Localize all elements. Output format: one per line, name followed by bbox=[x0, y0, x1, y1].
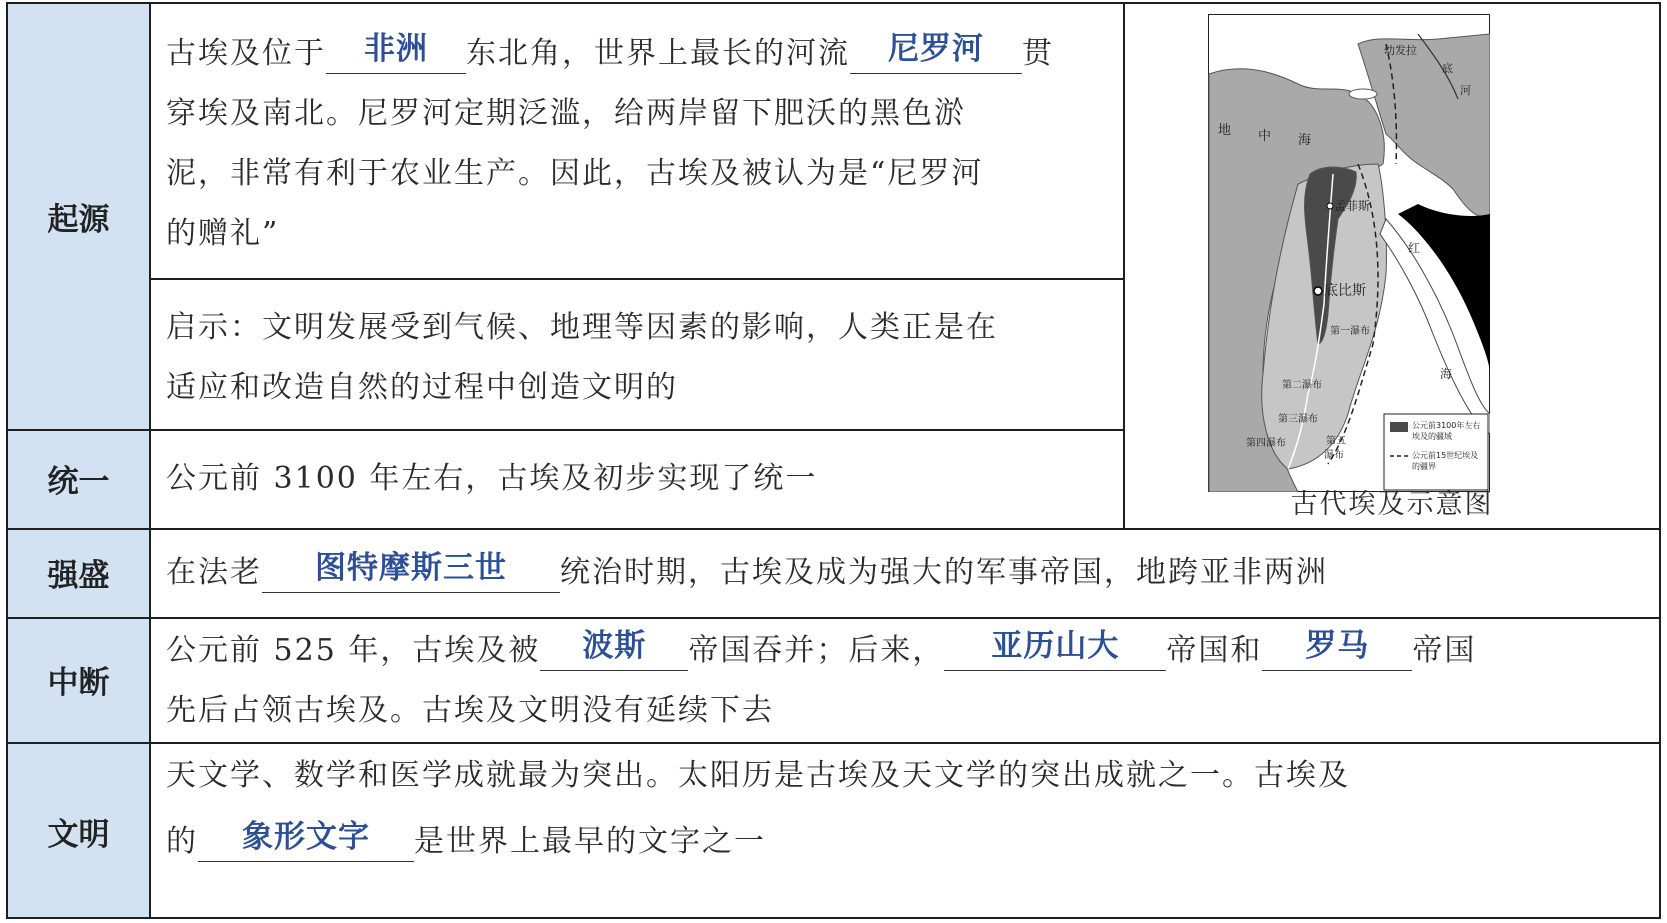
text-segment: 公元前 525 年，古埃及被 bbox=[166, 633, 541, 668]
label-euphrates-2: 底 bbox=[1442, 62, 1453, 75]
label-cataract-4: 第四瀑布 bbox=[1246, 438, 1286, 449]
civilization-text bbox=[166, 746, 1656, 872]
origin-line-3: 泥，非常有利于农业生产。因此，古埃及被认为是“尼罗河 bbox=[166, 156, 984, 191]
label-cataract-3: 第三瀑布 bbox=[1278, 414, 1318, 425]
answer-text: 尼罗河 bbox=[888, 31, 984, 67]
text-segment: 古埃及位于 bbox=[166, 36, 326, 71]
label-cataract-5b: 瀑布 bbox=[1324, 450, 1344, 461]
knowledge-table bbox=[6, 2, 1661, 919]
divider bbox=[8, 742, 1659, 744]
text-segment: 东北角，世界上最长的河流 bbox=[466, 36, 850, 71]
label-di: 地 bbox=[1218, 123, 1232, 138]
divider bbox=[8, 429, 1125, 431]
unify-text: 公元前 3100 年左右，古埃及初步实现了统一 bbox=[166, 461, 818, 496]
origin-line-4: 的赠礼” bbox=[166, 216, 280, 251]
divider bbox=[8, 528, 1659, 530]
civilization-line-1: 天文学、数学和医学成就最为突出。太阳历是古埃及天文学的突出成就之一。古埃及 bbox=[166, 758, 1350, 793]
label-zhong: 中 bbox=[1258, 129, 1272, 144]
label-euphrates-3: 河 bbox=[1460, 84, 1471, 97]
answer-blank bbox=[540, 623, 688, 671]
divider bbox=[151, 278, 1125, 280]
text-segment: 是世界上最早的文字之一 bbox=[414, 824, 766, 859]
row-label-civilization: 文明 bbox=[47, 817, 110, 853]
cyprus-island bbox=[1349, 89, 1377, 99]
origin-line-2: 穿埃及南北。尼罗河定期泛滥，给两岸留下肥沃的黑色淤 bbox=[166, 96, 966, 131]
answer-blank bbox=[944, 623, 1166, 671]
answer-text: 非洲 bbox=[364, 31, 428, 67]
answer-text: 象形文字 bbox=[242, 819, 370, 855]
insight-line-2: 适应和改造自然的过程中创造文明的 bbox=[166, 370, 678, 405]
answer-text: 图特摩斯三世 bbox=[315, 550, 507, 586]
answer-text: 亚历山大 bbox=[991, 628, 1120, 664]
answer-blank bbox=[262, 545, 560, 593]
text-segment: 的 bbox=[166, 824, 198, 859]
origin-line-1 bbox=[166, 24, 1116, 84]
text-segment: 帝国和 bbox=[1166, 633, 1263, 668]
text-segment: 贯 bbox=[1022, 36, 1054, 71]
answer-blank bbox=[326, 26, 466, 74]
map-divider bbox=[1123, 4, 1125, 528]
interrupt-line-2: 先后占领古埃及。古埃及文明没有延续下去 bbox=[166, 693, 774, 728]
label-memphis: 孟菲斯 bbox=[1334, 199, 1371, 213]
legend-text-2b: 的疆界 bbox=[1412, 462, 1436, 471]
interrupt-line-1 bbox=[166, 621, 1656, 681]
map-caption: 古代埃及示意图 bbox=[1290, 489, 1494, 520]
strong-text bbox=[166, 543, 1646, 603]
insight-line-1: 启示：文明发展受到气候、地理等因素的影响，人类正是在 bbox=[166, 310, 998, 345]
row-label-strong: 强盛 bbox=[47, 558, 110, 594]
answer-blank bbox=[850, 26, 1022, 74]
text-segment: 在法老 bbox=[166, 555, 262, 590]
label-euphrates-1: 幼发拉 bbox=[1384, 44, 1417, 57]
row-label-interrupt: 中断 bbox=[47, 665, 110, 701]
memphis-dot bbox=[1327, 203, 1333, 209]
divider bbox=[8, 617, 1659, 619]
label-red-1: 红 bbox=[1408, 241, 1421, 255]
label-thebes: 底比斯 bbox=[1324, 283, 1366, 299]
answer-blank bbox=[198, 814, 414, 862]
answer-text: 罗马 bbox=[1305, 628, 1370, 664]
row-label-unify: 统一 bbox=[47, 464, 110, 500]
map-graphic bbox=[1208, 14, 1490, 492]
interrupt-text bbox=[166, 621, 1656, 741]
legend-text-1b: 埃及的疆域 bbox=[1412, 432, 1452, 441]
origin-text bbox=[166, 24, 1116, 264]
text-segment: 帝国 bbox=[1412, 633, 1477, 668]
legend-text-2a: 公元前15世纪埃及 bbox=[1412, 451, 1479, 460]
label-cataract-2: 第二瀑布 bbox=[1282, 380, 1322, 391]
civilization-line-2 bbox=[166, 812, 1656, 872]
label-cataract-5a: 第五 bbox=[1326, 436, 1346, 447]
legend-swatch-core bbox=[1390, 422, 1408, 432]
text-segment: 帝国吞并；后来， bbox=[688, 633, 945, 668]
ancient-egypt-map bbox=[1208, 14, 1490, 492]
answer-blank bbox=[1262, 623, 1412, 671]
answer-text: 波斯 bbox=[582, 628, 647, 664]
label-hai: 海 bbox=[1298, 133, 1312, 148]
text-segment: 统治时期，古埃及成为强大的军事帝国，地跨亚非两洲 bbox=[560, 555, 1328, 590]
insight-text bbox=[166, 298, 1116, 418]
row-label-origin: 起源 bbox=[47, 202, 110, 238]
label-red-2: 海 bbox=[1440, 367, 1453, 381]
label-cataract-1: 第一瀑布 bbox=[1330, 326, 1370, 337]
legend-text-1a: 公元前3100年左右 bbox=[1412, 421, 1481, 430]
thebes-dot bbox=[1314, 287, 1322, 295]
